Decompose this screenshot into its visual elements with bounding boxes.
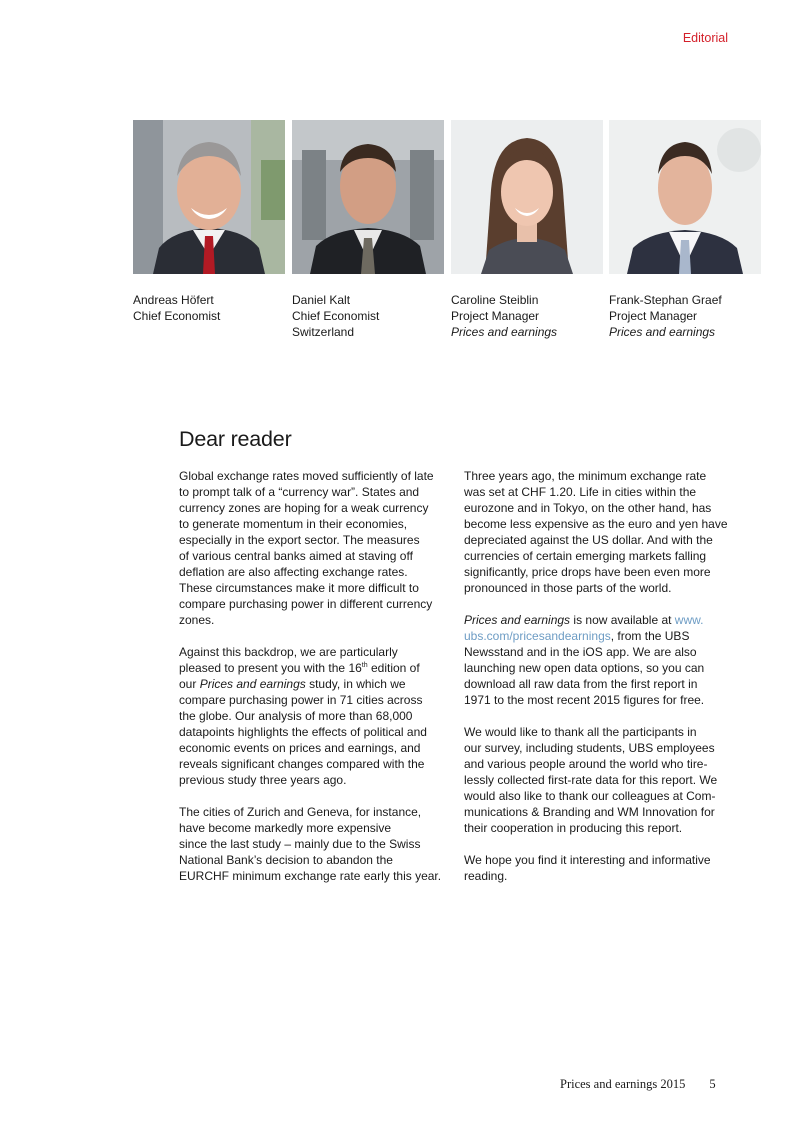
text-line: Global exchange rates moved sufficiently of late [179,469,434,483]
text-line: National Bank’s decision to abandon the [179,853,393,867]
text-line: lessly collected first-rate data for this report. We [464,773,718,787]
text-column-left [179,468,447,900]
text-fragment: our [179,677,200,691]
text-line: reading. [464,869,508,883]
page-footer [560,1077,716,1092]
text-line: to prompt talk of a “currency war”. States and [179,485,420,499]
text-line: deflation are also affecting exchange rates. [179,565,408,579]
person-title: Project Manager [451,309,540,323]
caption-caroline-steiblin [451,292,603,340]
portrait-photo-frank-stephan-graef [609,120,761,274]
paragraph-1 [179,468,447,628]
person-name: Frank-Stephan Graef [609,293,722,307]
text-line [179,676,447,692]
text-line: previous study three years ago. [179,773,347,787]
text-line: EURCHF minimum exchange rate early this year. [179,869,442,883]
text-line: their cooperation in producing this report. [464,821,683,835]
text-line: reveals significant changes compared with the [179,757,425,771]
text-line: pronounced in those parts of the world. [464,581,672,595]
portrait-photo-caroline-steiblin [451,120,603,274]
paragraph-4 [464,468,732,596]
website-link[interactable]: ubs.com/pricesandearnings [464,629,611,643]
text-column-right [464,468,732,900]
text-line: have become markedly more expensive [179,821,392,835]
text-line: depreciated against the US dollar. And with the [464,533,713,547]
publication-title: Prices and earnings [464,613,571,627]
publication-name: Prices and earnings 2015 [560,1077,686,1091]
text-line [464,612,732,628]
website-link[interactable]: www. [674,613,704,627]
section-label: Editorial [682,31,728,45]
page-title: Dear reader [179,427,292,451]
portrait-photo-andreas-hofert [133,120,285,274]
text-line: munications & Branding and WM Innovation for [464,805,715,819]
paragraph-7 [464,852,732,884]
text-line: currencies of certain emerging markets falling [464,549,707,563]
text-fragment: pleased to present you with the 16 [179,661,362,675]
person-extra: Prices and earnings [609,325,716,339]
paragraph-3 [179,804,447,884]
portrait-photo-daniel-kalt [292,120,444,274]
text-line: since the last study – mainly due to the Swiss [179,837,421,851]
text-line [464,628,732,644]
text-line: We would like to thank all the participants in [464,725,697,739]
text-line: 1971 to the most recent 2015 figures for free. [464,693,705,707]
text-line: download all raw data from the first report in [464,677,698,691]
person-name: Andreas Höfert [133,293,214,307]
text-line: economic events on prices and earnings, and [179,741,421,755]
text-line: zones. [179,613,215,627]
text-line: datapoints highlights the effects of political and [179,725,427,739]
text-line: our survey, including students, UBS employees [464,741,715,755]
text-line: Three years ago, the minimum exchange rate [464,469,707,483]
text-line: We hope you find it interesting and informative [464,853,711,867]
caption-frank-stephan-graef [609,292,761,340]
caption-andreas-hofert [133,292,285,324]
text-fragment: , from the UBS [610,629,690,643]
person-name: Caroline Steiblin [451,293,539,307]
text-fragment: is now available at [570,613,675,627]
publication-title: Prices and earnings [199,677,306,691]
person-title: Chief Economist [133,309,221,323]
text-line: compare purchasing power in different currency [179,597,433,611]
portrait-row [133,120,761,274]
text-line: launching new open data options, so you can [464,661,705,675]
text-line: compare purchasing power in 71 cities across [179,693,423,707]
person-name: Daniel Kalt [292,293,351,307]
page-number: 5 [709,1077,716,1091]
text-line [179,660,447,676]
text-line: eurozone and in Tokyo, on the other hand, has [464,501,712,515]
text-line: Against this backdrop, we are particularly [179,645,398,659]
text-fragment: study, in which we [305,677,406,691]
text-line: was set at CHF 1.20. Life in cities within the [464,485,697,499]
text-line: currency zones are hoping for a weak currency [179,501,429,515]
person-extra: Switzerland [292,325,355,339]
ordinal-suffix: th [361,662,368,669]
text-line: The cities of Zurich and Geneva, for instance, [179,805,422,819]
text-line: These circumstances make it more difficult to [179,581,419,595]
text-fragment: edition of [367,661,420,675]
text-line: significantly, price drops have been even more [464,565,711,579]
caption-daniel-kalt [292,292,444,340]
text-line: especially in the export sector. The measures [179,533,420,547]
paragraph-5 [464,612,732,708]
text-line: become less expensive as the euro and yen have [464,517,728,531]
text-line: the globe. Our analysis of more than 68,000 [179,709,413,723]
paragraph-6 [464,724,732,836]
text-line: Newsstand and in the iOS app. We are also [464,645,697,659]
person-title: Project Manager [609,309,698,323]
person-extra: Prices and earnings [451,325,558,339]
person-title: Chief Economist [292,309,380,323]
text-line: and various people around the world who tire- [464,757,708,771]
text-line: to generate momentum in their economies, [179,517,408,531]
text-line: would also like to thank our colleagues at Com- [464,789,716,803]
paragraph-2 [179,644,447,788]
text-line: of various central banks aimed at staving off [179,549,413,563]
